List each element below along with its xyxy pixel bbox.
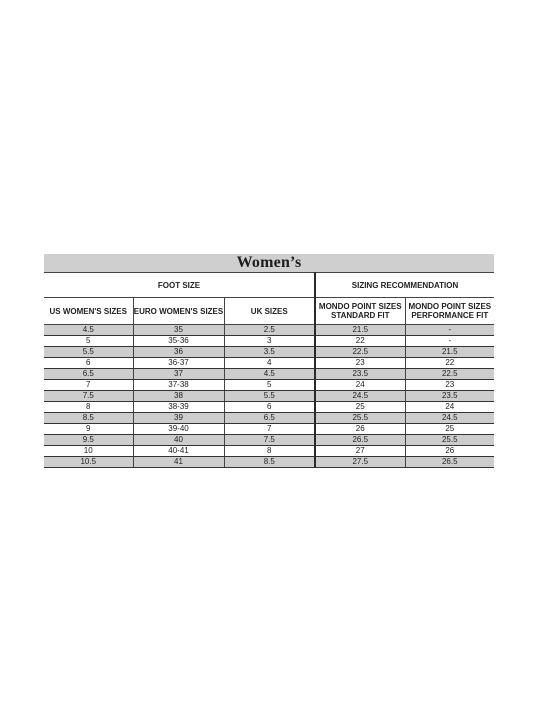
cell-euro-size: 35-36 bbox=[133, 336, 224, 347]
cell-mondo-performance: 26.5 bbox=[405, 457, 494, 468]
cell-mondo-performance: 24.5 bbox=[405, 413, 494, 424]
cell-mondo-performance: 25.5 bbox=[405, 435, 494, 446]
cell-uk-size: 3 bbox=[224, 336, 315, 347]
table-row bbox=[44, 380, 494, 391]
cell-uk-size: 8.5 bbox=[224, 457, 315, 468]
cell-mondo-performance: 24 bbox=[405, 402, 494, 413]
title-row bbox=[44, 254, 494, 273]
cell-mondo-performance: - bbox=[405, 325, 494, 336]
cell-us-size: 8.5 bbox=[44, 413, 133, 424]
cell-us-size: 5.5 bbox=[44, 347, 133, 358]
cell-mondo-standard: 26 bbox=[315, 424, 405, 435]
cell-euro-size: 38-39 bbox=[133, 402, 224, 413]
size-rows bbox=[44, 325, 494, 468]
cell-us-size: 5 bbox=[44, 336, 133, 347]
cell-mondo-performance: 21.5 bbox=[405, 347, 494, 358]
cell-euro-size: 39-40 bbox=[133, 424, 224, 435]
table-row bbox=[44, 435, 494, 446]
cell-mondo-standard: 22.5 bbox=[315, 347, 405, 358]
column-header-mondo-standard: MONDO POINT SIZES STANDARD FIT bbox=[315, 298, 405, 325]
cell-mondo-performance: 26 bbox=[405, 446, 494, 457]
cell-euro-size: 40-41 bbox=[133, 446, 224, 457]
table-row bbox=[44, 424, 494, 435]
cell-euro-size: 36 bbox=[133, 347, 224, 358]
cell-uk-size: 6.5 bbox=[224, 413, 315, 424]
cell-mondo-standard: 23 bbox=[315, 358, 405, 369]
cell-us-size: 7 bbox=[44, 380, 133, 391]
table-row bbox=[44, 325, 494, 336]
cell-mondo-performance: 25 bbox=[405, 424, 494, 435]
cell-us-size: 9 bbox=[44, 424, 133, 435]
cell-euro-size: 40 bbox=[133, 435, 224, 446]
column-header-uk: UK SIZES bbox=[224, 298, 315, 325]
column-header-mondo-performance: MONDO POINT SIZES PERFORMANCE FIT bbox=[405, 298, 494, 325]
cell-uk-size: 6 bbox=[224, 402, 315, 413]
table-row bbox=[44, 457, 494, 468]
cell-mondo-performance: 23.5 bbox=[405, 391, 494, 402]
cell-us-size: 10.5 bbox=[44, 457, 133, 468]
table-row bbox=[44, 402, 494, 413]
cell-euro-size: 37 bbox=[133, 369, 224, 380]
cell-us-size: 6.5 bbox=[44, 369, 133, 380]
cell-mondo-standard: 25.5 bbox=[315, 413, 405, 424]
table-row bbox=[44, 336, 494, 347]
cell-euro-size: 37-38 bbox=[133, 380, 224, 391]
cell-mondo-standard: 27 bbox=[315, 446, 405, 457]
cell-uk-size: 7.5 bbox=[224, 435, 315, 446]
table-row bbox=[44, 347, 494, 358]
cell-euro-size: 35 bbox=[133, 325, 224, 336]
cell-us-size: 8 bbox=[44, 402, 133, 413]
cell-us-size: 4.5 bbox=[44, 325, 133, 336]
column-header-us: US WOMEN'S SIZES bbox=[44, 298, 133, 325]
cell-us-size: 10 bbox=[44, 446, 133, 457]
womens-size-chart bbox=[44, 254, 494, 468]
group-foot-size: FOOT SIZE bbox=[44, 273, 315, 298]
cell-euro-size: 38 bbox=[133, 391, 224, 402]
cell-uk-size: 4.5 bbox=[224, 369, 315, 380]
cell-euro-size: 41 bbox=[133, 457, 224, 468]
cell-mondo-standard: 26.5 bbox=[315, 435, 405, 446]
cell-mondo-standard: 22 bbox=[315, 336, 405, 347]
cell-mondo-standard: 24.5 bbox=[315, 391, 405, 402]
cell-mondo-performance: 22 bbox=[405, 358, 494, 369]
table-row bbox=[44, 369, 494, 380]
cell-mondo-standard: 23.5 bbox=[315, 369, 405, 380]
cell-us-size: 9.5 bbox=[44, 435, 133, 446]
cell-mondo-standard: 25 bbox=[315, 402, 405, 413]
cell-euro-size: 36-37 bbox=[133, 358, 224, 369]
group-header-row bbox=[44, 273, 494, 298]
cell-mondo-performance: - bbox=[405, 336, 494, 347]
table-row bbox=[44, 446, 494, 457]
cell-mondo-performance: 23 bbox=[405, 380, 494, 391]
cell-us-size: 6 bbox=[44, 358, 133, 369]
cell-euro-size: 39 bbox=[133, 413, 224, 424]
cell-uk-size: 5 bbox=[224, 380, 315, 391]
cell-mondo-standard: 24 bbox=[315, 380, 405, 391]
table-row bbox=[44, 358, 494, 369]
cell-mondo-standard: 21.5 bbox=[315, 325, 405, 336]
group-sizing-recommendation: SIZING RECOMMENDATION bbox=[315, 273, 494, 298]
cell-mondo-performance: 22.5 bbox=[405, 369, 494, 380]
table-row bbox=[44, 391, 494, 402]
cell-uk-size: 3.5 bbox=[224, 347, 315, 358]
cell-uk-size: 2.5 bbox=[224, 325, 315, 336]
column-header-euro: EURO WOMEN'S SIZES bbox=[133, 298, 224, 325]
table-title: Women’s bbox=[44, 254, 494, 273]
cell-uk-size: 7 bbox=[224, 424, 315, 435]
table-row bbox=[44, 413, 494, 424]
cell-mondo-standard: 27.5 bbox=[315, 457, 405, 468]
cell-uk-size: 8 bbox=[224, 446, 315, 457]
cell-uk-size: 5.5 bbox=[224, 391, 315, 402]
column-header-row bbox=[44, 298, 494, 325]
cell-us-size: 7.5 bbox=[44, 391, 133, 402]
cell-uk-size: 4 bbox=[224, 358, 315, 369]
